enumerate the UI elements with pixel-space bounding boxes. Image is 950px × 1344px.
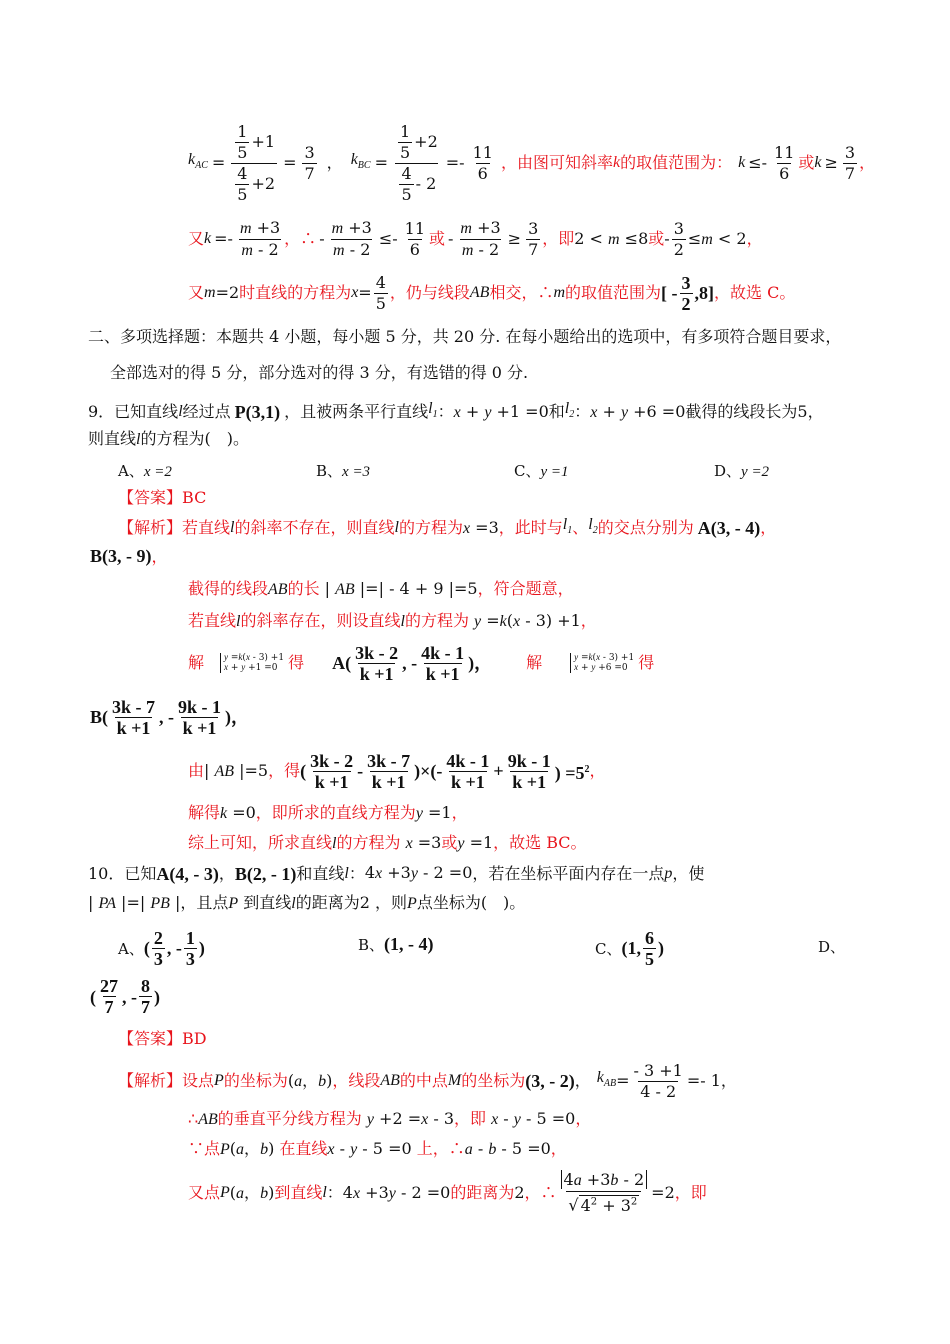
m-range-line: 又 k =- $\frac{m +3}{m - 2}$ ，∴ - $\frac{m +3}{m - 2}$ ≤- $\frac{11}{6}$ 或 - $\frac{m +3}{m - 2}$ ≥ $\frac{3}{7}$ ，即 2 < m ≤8 或 - $\frac{3}{2}$ ≤m < 2 ，	[188, 217, 763, 259]
q9-analysis-line3: 截得的线段AB的长 | AB |=| - 4 + 9 |=5，符合题意，	[188, 579, 574, 598]
q10-analysis-line3: ∵点P(a，b) 在直线x - y - 5 =0 上，∴a - b - 5 =0，	[188, 1139, 567, 1158]
k-bc-fraction: $\frac{1}{5}$ +2 $\frac{4}{5}$ - 2	[394, 122, 440, 205]
q9-stem-line2: 则直线l的方程为( )。	[88, 429, 249, 448]
q10-analysis-line2: ∴AB的垂直平分线方程为 y +2 =x - 3，即 x - y - 5 =0，	[188, 1109, 592, 1128]
q9-option-b[interactable]: B、x =3	[316, 462, 371, 480]
q9-analysis-line6: B( $\frac{3k - 7}{k +1}$ , - $\frac{9k - 1}{k +1}$ )，	[90, 696, 250, 738]
q10-analysis-line4: 又点 P (a，b) 到直线 l ： 4x +3y - 2 =0 的距离为 2 ，∴ $\frac{4a +3b - 2}{√ 4^2 + 3^2}$ =2 ，即	[188, 1170, 707, 1215]
q9-option-a[interactable]: A、x =2	[118, 462, 172, 480]
k-ac-symbol: $k_{AC}$	[188, 150, 208, 172]
k-bc-symbol: $k_{BC}$	[350, 150, 371, 172]
q9-answer: 【答案】BC	[118, 488, 207, 507]
q10-stem-line2: | PA |=| PB |，且点P 到直线l的距离为2 ，则P点坐标为( )。	[88, 893, 526, 912]
q9-option-d[interactable]: D、y =2	[714, 462, 770, 480]
q10-analysis-line1: 【解析】 设点 P 的坐标为 (a，b) ，线段 AB 的中点 M 的坐标为 (3, - 2) ， $k_{AB}$ = $\frac{- 3 +1}{4 - 2}$ =- 1，	[118, 1060, 737, 1101]
q10-stem-line1: 10．已知 A(4, - 3) ， B(2, - 1) 和直线 l ： 4x +3y - 2 =0 ，若在坐标平面内存在一点 p ，使	[88, 863, 705, 884]
q10-answer: 【答案】BD	[118, 1029, 207, 1048]
q10-option-c[interactable]: C、 (1, $\frac{6}{5}$ )	[595, 928, 664, 969]
q9-stem-line1: 9．已知直线 l 经过点 P(3,1) ，且被两条平行直线 $l_1$ ： x + y +1 =0 和 $l_2$ ： x + y +6 =0 截得的线段长为 5，	[88, 400, 824, 423]
section-2-heading: 二、多项选择题：本题共 4 小题，每小题 5 分，共 20 分. 在每小题给出的选项中，有多项符合题目要求，	[88, 327, 842, 346]
q10-option-a[interactable]: A、 ( $\frac{2}{3}$ , - $\frac{1}{3}$ )	[118, 928, 205, 969]
k-ac-fraction: $\frac{1}{5}$ +1 $\frac{4}{5}$ +2	[231, 122, 277, 205]
q9-analysis-line8: 解得k =0，即所求的直线方程为y =1，	[188, 803, 468, 822]
q9-analysis-line9: 综上可知，所求直线l的方程为 x =3或y =1，故选 BC。	[188, 833, 587, 852]
q9-option-c[interactable]: C、y =1	[514, 462, 569, 480]
q10-option-d-value: ( $\frac{27}{7}$ , - $\frac{8}{7}$ )	[90, 976, 160, 1017]
q9-analysis-line5: 解 y =k(x - 3) +1 x + y +1 =0 得 A( $\frac{3k - 2}{k +1}$ , - $\frac{4k - 1}{k +1}$ )， 解 y =k(x - 3) +1 x + y +6 =0 得	[188, 642, 655, 684]
q9-analysis-line2: B(3, - 9)，	[90, 546, 168, 566]
q10-option-d[interactable]: D、	[818, 938, 846, 956]
range-text: 由图可知斜率	[516, 153, 613, 172]
k-fractions-line: $k_{AC}$ = $\frac{1}{5}$ +1 $\frac{4}{5}$ +2 = $\frac{3}{7}$ ， $k_{BC}$ = $\frac{1}{5}$ +2 $\frac{4}{5}$ - 2 =- $\frac{11}{6}$ ， 由图可知斜率 k 的取值范围为： k ≤- $\frac{11}{6}$ 或 k ≥ $\frac{3}{7}$ ，	[188, 121, 876, 204]
q10-option-b[interactable]: B、 (1, - 4)	[358, 934, 434, 954]
q9-analysis-line4: 若直线l的斜率存在，则设直线l的方程为 y =k(x - 3) +1，	[188, 611, 597, 630]
section-2-rules: 全部选对的得 5 分，部分选对的得 3 分，有选错的得 0 分.	[110, 363, 529, 382]
q9-analysis-line7: 由 | AB |=5 ，得 ( $\frac{3k - 2}{k +1}$ - $\frac{3k - 7}{k +1}$ )×(- $\frac{4k - 1}{k +1}$ + $\frac{9k - 1}{k +1}$ ) $=5^2$ ，	[188, 750, 606, 792]
q9-analysis-line1: 【解析】 若直线 l 的斜率不存在，则直线 l 的方程为 x =3 ，此时与 $l_1$ 、 $l_2$ 的交点分别为 A(3, - 4) ，	[118, 516, 777, 539]
conclusion-line: 又 m =2 时直线的方程为 x = $\frac{4}{5}$ ，仍与线段 AB 相交，∴ m 的取值范围为 [ - $\frac{3}{2}$ ,8] ，故选 C。	[188, 272, 796, 314]
